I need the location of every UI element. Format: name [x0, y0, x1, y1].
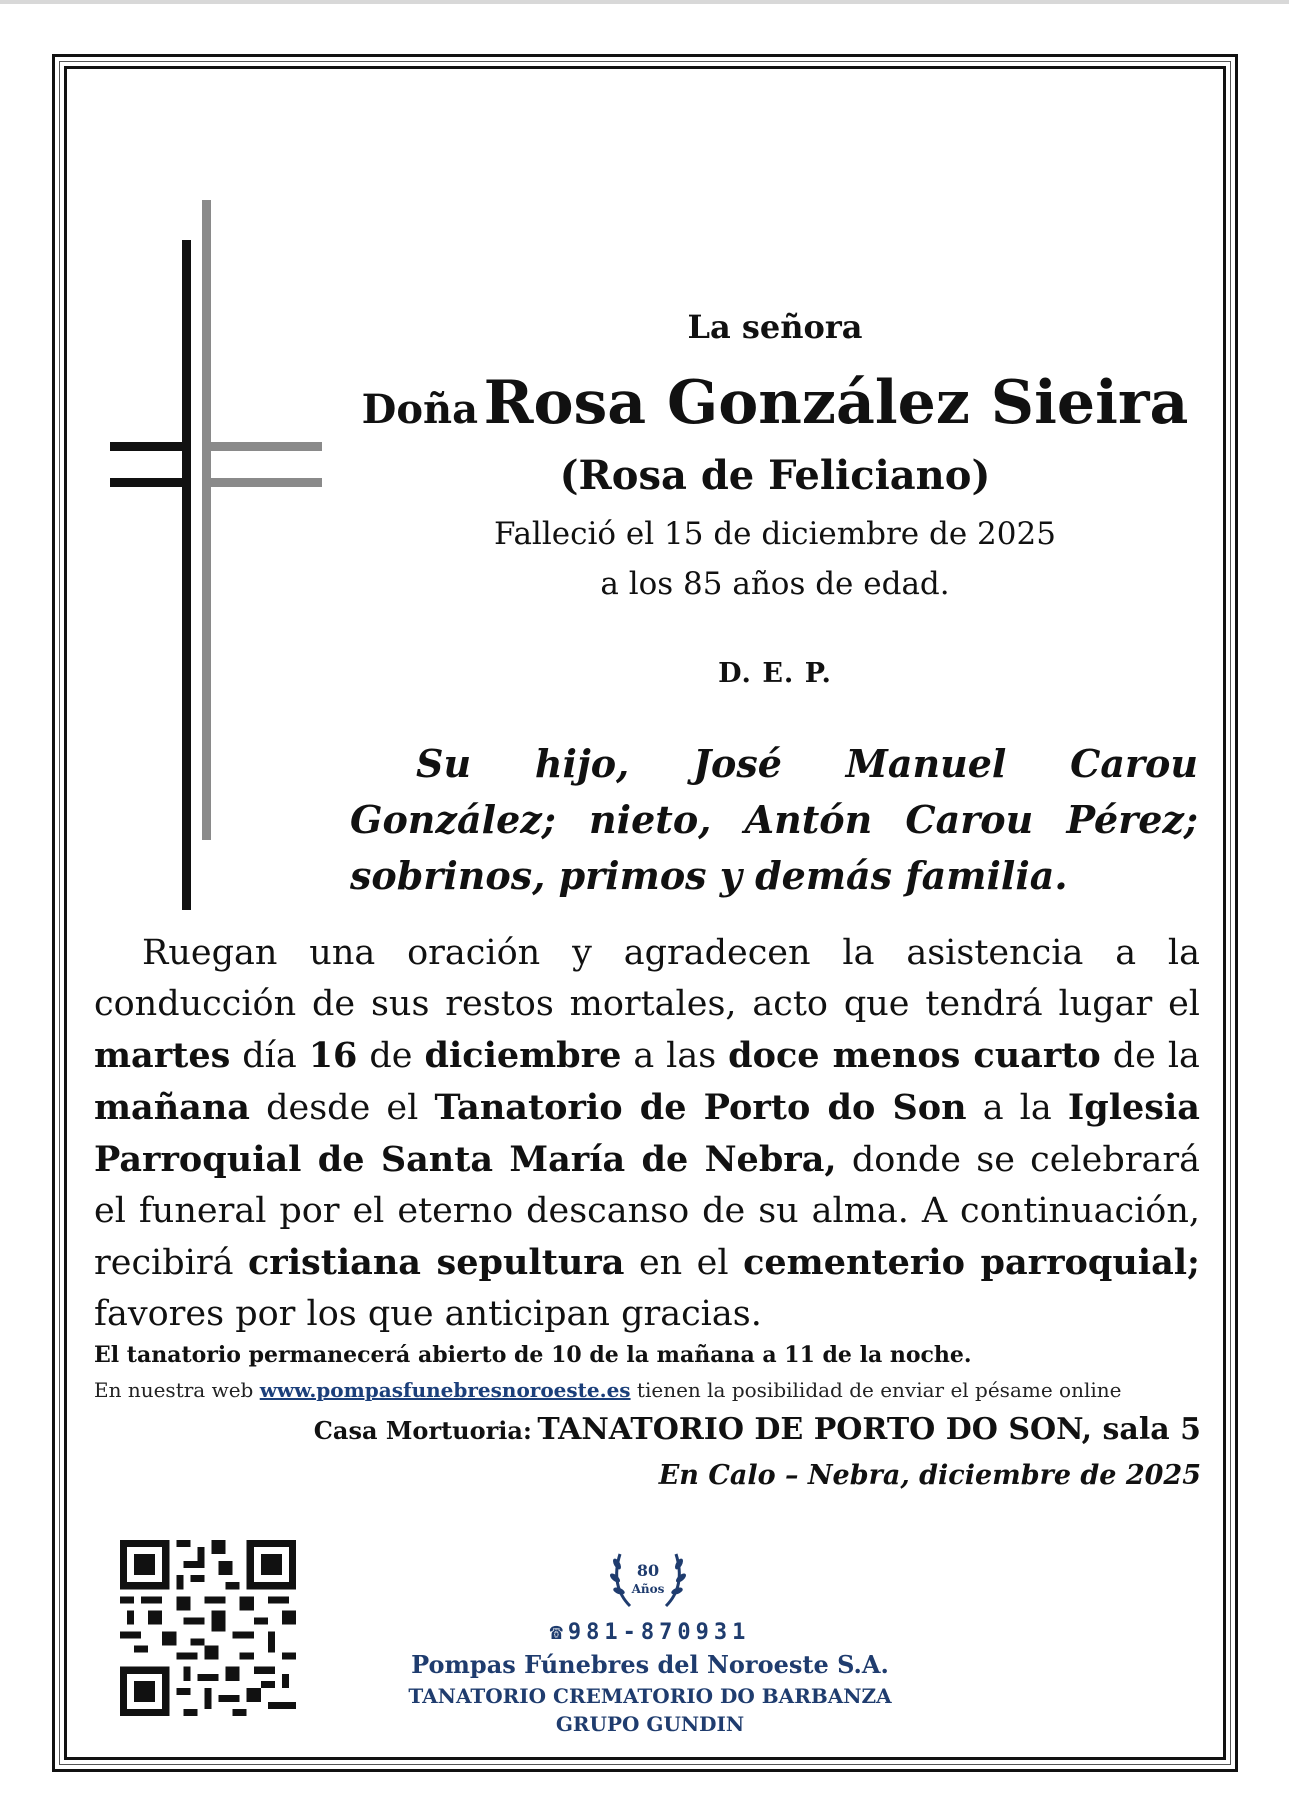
text-segment: de la [1112, 1036, 1200, 1076]
phone-icon: ☎ [549, 1620, 568, 1645]
deceased-name-line [345, 368, 1205, 438]
opening-hours: El tanatorio permanecerá abierto de 10 de la mañana a 11 de la noche. [94, 1342, 972, 1368]
text-segment: donde se celebrará el funeral por el eterno descanso de su alma. A continuación, recibirá [94, 1140, 1200, 1283]
funeral-date: 16 [308, 1035, 358, 1076]
place-date: En Calo – Nebra, diciembre de 2025 [658, 1460, 1201, 1491]
phone-line[interactable] [500, 1620, 800, 1645]
rip-text: D. E. P. [718, 658, 832, 689]
website-link[interactable]: www.pompasfunebresnoroeste.es [259, 1378, 631, 1402]
web-line [94, 1378, 1121, 1402]
family-text [350, 736, 1198, 904]
logo-word: Años [631, 1582, 665, 1596]
text-segment: de [369, 1036, 413, 1076]
text-segment: en el [638, 1243, 729, 1283]
text-segment: desde el [266, 1088, 419, 1128]
funeral-period: mañana [94, 1087, 250, 1128]
casa-label: Casa Mortuoria: [313, 1416, 532, 1445]
cross-icon [100, 200, 330, 910]
text-segment: a la [982, 1088, 1052, 1128]
honorific: Doña [361, 386, 479, 433]
logo-number: 80 [636, 1561, 660, 1580]
age: a los 85 años de edad. [600, 566, 950, 602]
company-line-3: GRUPO GUNDIN [555, 1712, 745, 1736]
family-paragraph: Su hijo, José Manuel Carou González; nieto, Antón Carou Pérez; sobrinos, primos y demás familia. [350, 741, 1198, 898]
web-suffix: tienen la posibilidad de enviar el pésame online [636, 1378, 1122, 1402]
company-name: Pompas Fúnebres del Noroeste S.A. [411, 1650, 889, 1679]
casa-value: TANATORIO DE PORTO DO SON, sala 5 [537, 1412, 1201, 1447]
casa-mortuoria [314, 1412, 1201, 1447]
title-la-senora: La señora [687, 308, 863, 346]
death-date: Falleció el 15 de diciembre de 2025 [494, 516, 1056, 552]
funeral-month: diciembre [424, 1035, 622, 1076]
funeral-day: martes [94, 1035, 231, 1076]
text-segment: día [242, 1036, 297, 1076]
top-edge-line [0, 0, 1289, 4]
text-segment: Ruegan una oración y agradecen la asistencia a la conducción de sus restos mortales, acto que tendrá lugar el [94, 933, 1200, 1024]
cemetery-name: cementerio parroquial; [743, 1242, 1200, 1283]
burial-text: cristiana sepultura [247, 1242, 625, 1283]
text-segment: favores por los que anticipan gracias. [94, 1294, 762, 1334]
qr-code-icon[interactable] [120, 1540, 296, 1716]
church-name: Iglesia Parroquial de Santa María de Nebra, [94, 1087, 1200, 1180]
main-paragraph [94, 928, 1200, 1340]
anniversary-laurel-logo [600, 1536, 696, 1618]
web-prefix: En nuestra web [94, 1378, 254, 1402]
funeral-time: doce menos cuarto [728, 1035, 1101, 1076]
deceased-alias: (Rosa de Feliciano) [559, 452, 991, 499]
phone-number: 981-870931 [567, 1620, 751, 1645]
deceased-name: Rosa González Sieira [483, 368, 1189, 438]
company-line-2: TANATORIO CREMATORIO DO BARBANZA [408, 1684, 892, 1708]
text-segment: a las [633, 1036, 717, 1076]
funeral-origin: Tanatorio de Porto do Son [434, 1087, 967, 1128]
